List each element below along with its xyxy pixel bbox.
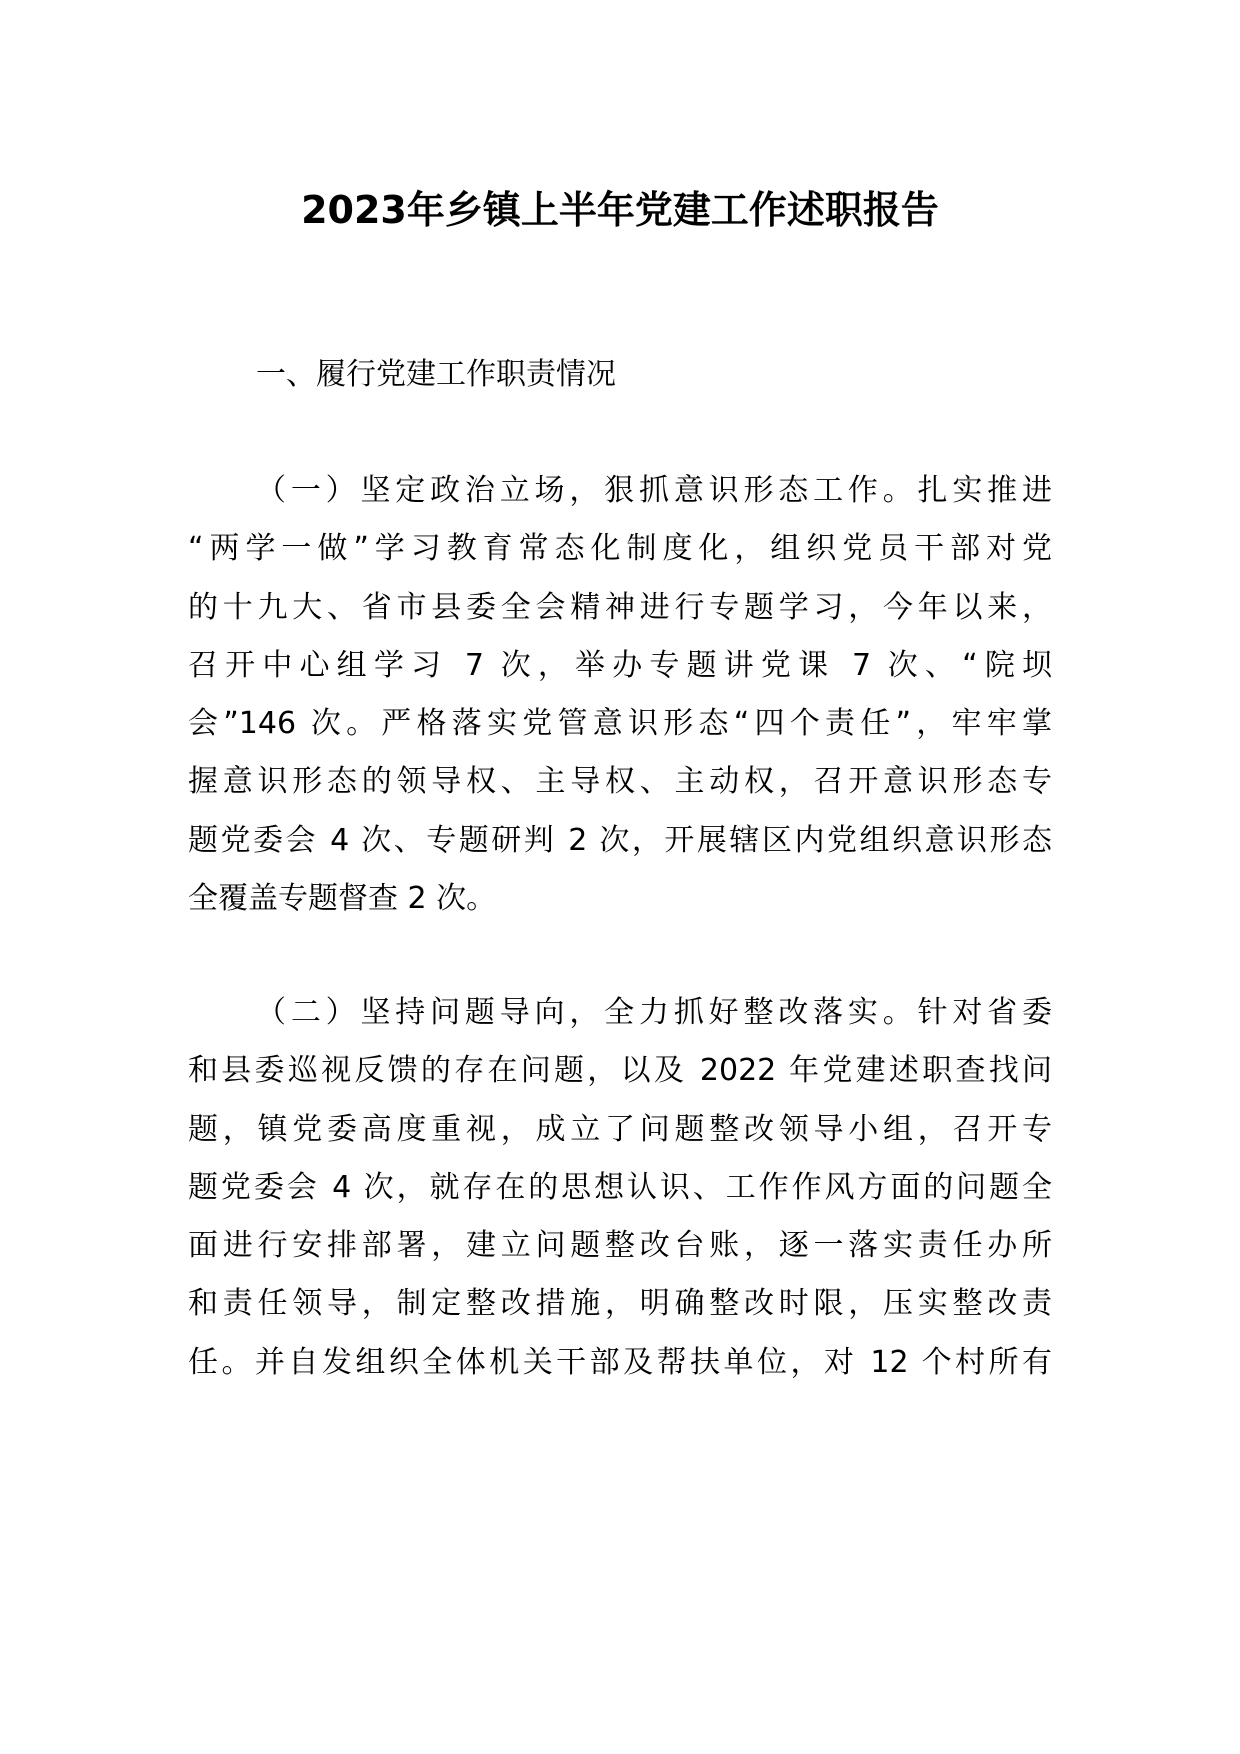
document-title: 2023年乡镇上半年党建工作述职报告: [301, 188, 939, 232]
text-line: 题，镇党委高度重视，成立了问题整改领导小组，召开专: [188, 1111, 1052, 1147]
text-line: （二）坚持问题导向，全力抓好整改落实。针对省委: [256, 995, 1052, 1030]
text-line: 题党委会 4 次，就存在的思想认识、工作作风方面的问题全: [188, 1169, 1052, 1205]
text-line: 面进行安排部署，建立问题整改台账，逐一落实责任办所: [188, 1228, 1052, 1264]
text-line: 任。并自发组织全体机关干部及帮扶单位，对 12 个村所有: [188, 1344, 1052, 1380]
text-line: 会”146 次。严格落实党管意识形态“四个责任”，牢牢掌: [188, 706, 1052, 742]
text-line: 和责任领导，制定整改措施，明确整改时限，压实整改责: [188, 1286, 1052, 1322]
text-line: 和县委巡视反馈的存在问题，以及 2022 年党建述职查找问: [188, 1053, 1052, 1089]
text-line: 的十九大、省市县委全会精神进行专题学习，今年以来，: [188, 589, 1052, 625]
text-line: （一）坚定政治立场，狠抓意识形态工作。扎实推进: [256, 473, 1052, 508]
text-line: 握意识形态的领导权、主导权、主动权，召开意识形态专: [188, 764, 1052, 800]
paragraph-2: [188, 984, 1052, 1392]
paragraph-1: [188, 462, 1052, 928]
text-line: 召开中心组学习 7 次，举办专题讲党课 7 次、“院坝: [188, 647, 1052, 683]
text-line: 题党委会 4 次、专题研判 2 次，开展辖区内党组织意识形态: [188, 822, 1052, 858]
text-line: “两学一做”学习教育常态化制度化，组织党员干部对党: [188, 531, 1052, 567]
text-line: 全覆盖专题督查 2 次。: [188, 881, 497, 917]
section-heading: 一、履行党建工作职责情况: [256, 357, 616, 392]
